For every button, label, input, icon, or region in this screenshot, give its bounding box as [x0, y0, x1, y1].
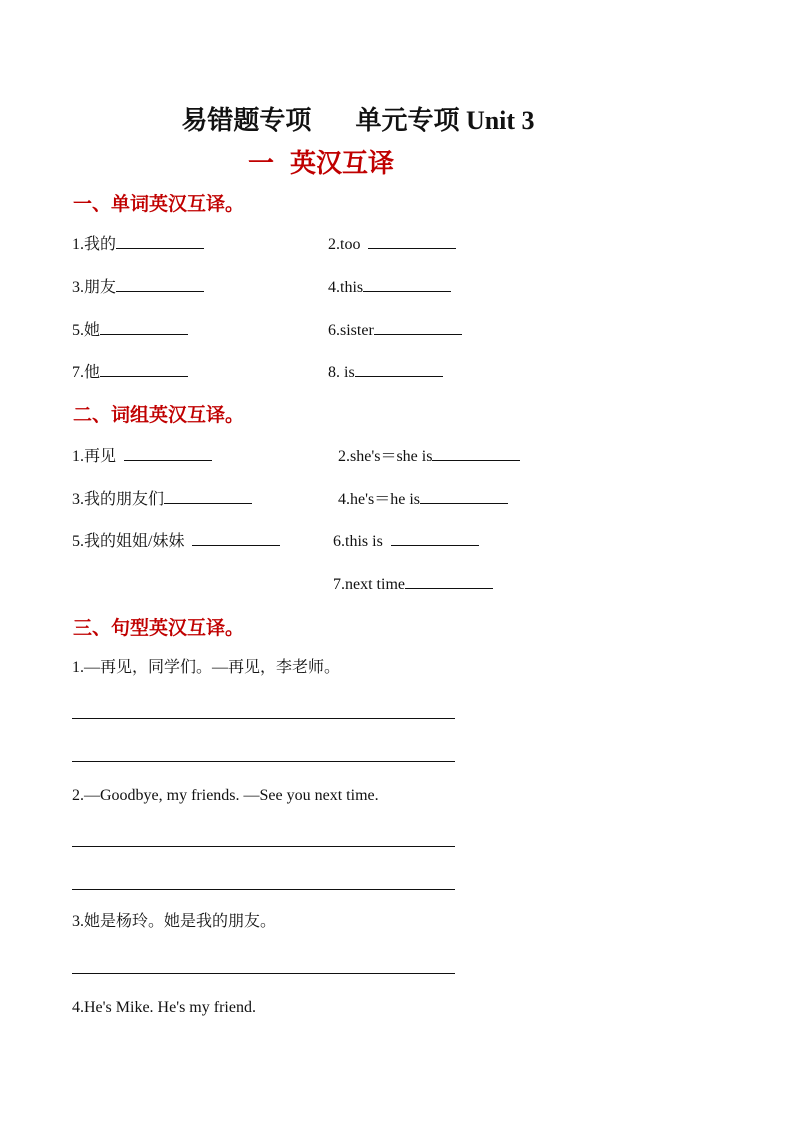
answer-blank[interactable]: [164, 489, 252, 504]
phrase-item-7: 7.next time: [333, 574, 493, 595]
answer-blank[interactable]: [405, 574, 493, 589]
word-item-6: 6.sister: [328, 320, 462, 341]
answer-blank[interactable]: [391, 531, 479, 546]
answer-blank[interactable]: [363, 277, 451, 292]
section-2-heading: 二、词组英汉互译。: [73, 405, 245, 426]
section-1-heading: 一、单词英汉互译。: [73, 194, 245, 215]
word-item-8: 8. is: [328, 362, 443, 383]
answer-line[interactable]: [72, 761, 455, 762]
word-item-7: 7.他: [72, 362, 188, 383]
word-item-5: 5.她: [72, 320, 188, 341]
page-subtitle: [248, 143, 394, 180]
answer-blank[interactable]: [420, 489, 508, 504]
answer-blank[interactable]: [124, 446, 212, 461]
title-right: 单元专项 Unit 3: [355, 106, 535, 135]
answer-blank[interactable]: [116, 277, 204, 292]
answer-blank[interactable]: [116, 234, 204, 249]
phrase-item-6: 6.this is: [333, 531, 479, 552]
phrase-item-3: 3.我的朋友们: [72, 489, 252, 510]
answer-line[interactable]: [72, 889, 455, 890]
answer-blank[interactable]: [368, 234, 456, 249]
answer-blank[interactable]: [100, 320, 188, 335]
answer-line[interactable]: [72, 973, 455, 974]
answer-blank[interactable]: [192, 531, 280, 546]
sentence-item-2: 2.—Goodbye, my friends. —See you next time.: [72, 787, 379, 804]
page-title: [0, 100, 716, 137]
subtitle-text: 英汉互译: [290, 149, 395, 178]
phrase-item-2: 2.she's＝she is: [338, 446, 520, 467]
answer-line[interactable]: [72, 718, 455, 719]
word-item-2: 2.too: [328, 234, 456, 255]
title-left: 易错题专项: [181, 106, 312, 135]
answer-blank[interactable]: [374, 320, 462, 335]
sentence-item-3: 3.她是杨玲。她是我的朋友。: [72, 913, 277, 930]
phrase-item-1: 1.再见: [72, 446, 212, 467]
subtitle-numeral: 一: [248, 149, 275, 178]
answer-blank[interactable]: [355, 362, 443, 377]
phrase-item-4: 4.he's＝he is: [338, 489, 508, 510]
word-item-1: 1.我的: [72, 234, 204, 255]
section-3-heading: 三、句型英汉互译。: [73, 618, 245, 639]
word-item-3: 3.朋友: [72, 277, 204, 298]
answer-blank[interactable]: [100, 362, 188, 377]
word-item-4: 4.this: [328, 277, 451, 298]
sentence-item-4: 4.He's Mike. He's my friend.: [72, 999, 256, 1016]
answer-line[interactable]: [72, 846, 455, 847]
sentence-item-1: 1.—再见，同学们。—再见，李老师。: [72, 659, 341, 676]
phrase-item-5: 5.我的姐姐/妹妹: [72, 531, 280, 552]
answer-blank[interactable]: [432, 446, 520, 461]
